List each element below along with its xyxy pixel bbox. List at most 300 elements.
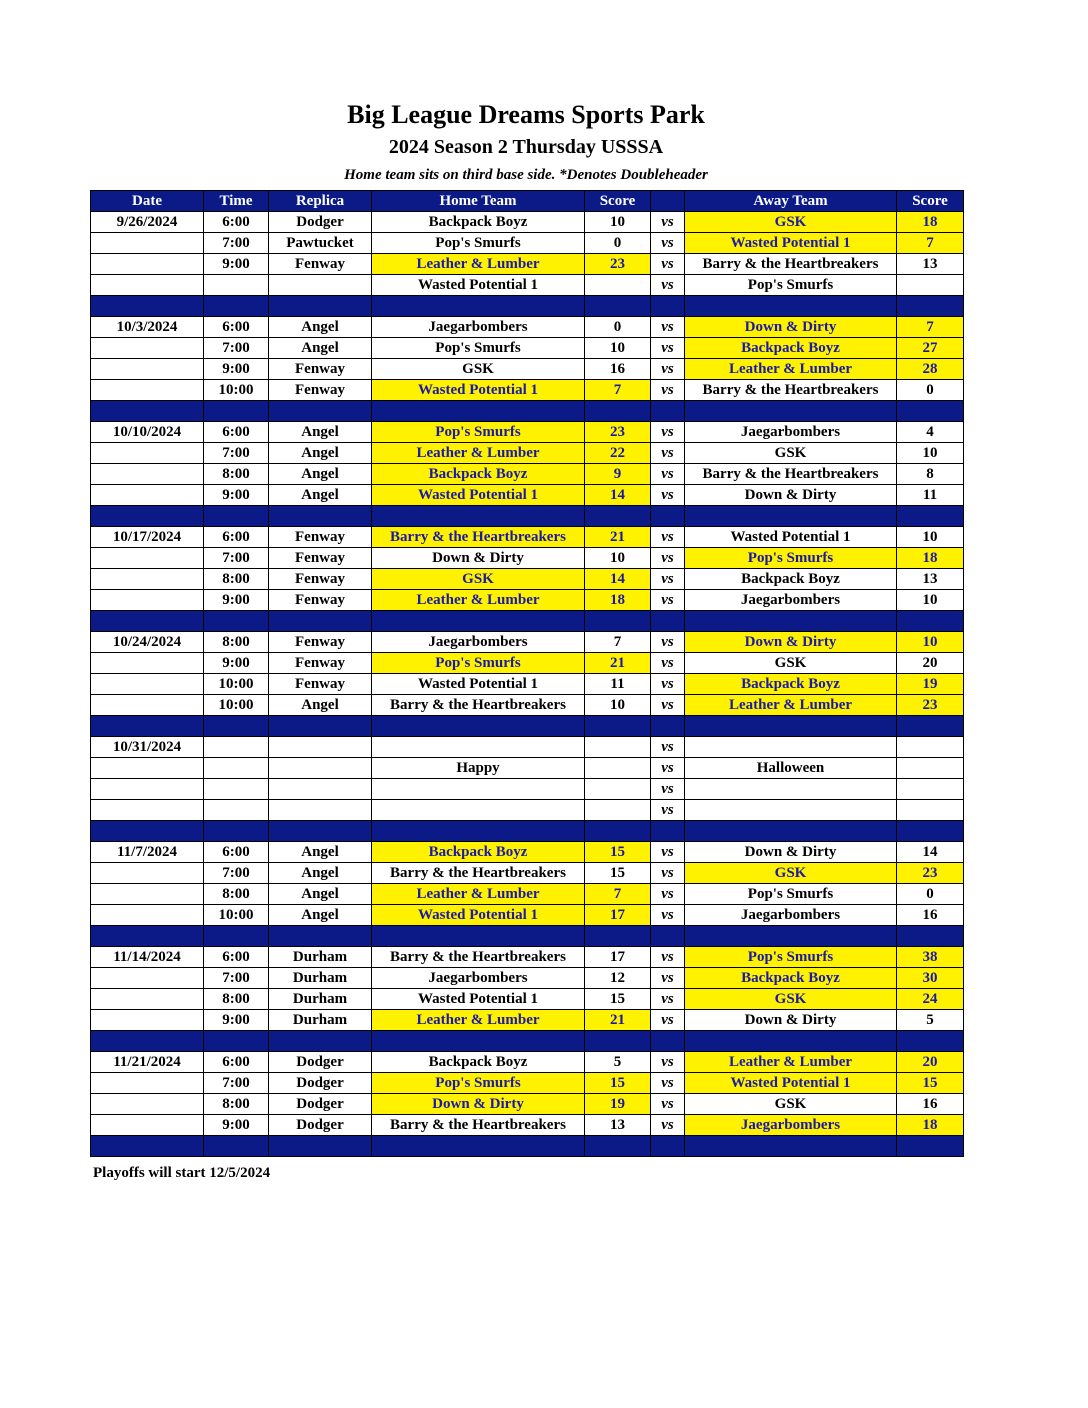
away-team-cell: GSK: [685, 863, 897, 884]
away-score-cell: 10: [897, 632, 964, 653]
time-cell: 8:00: [204, 1094, 269, 1115]
time-cell: 9:00: [204, 1115, 269, 1136]
vs-label: vs: [651, 569, 685, 590]
column-header-home-score: Score: [585, 191, 651, 212]
separator-cell: [585, 1031, 651, 1052]
away-team-cell: Pop's Smurfs: [685, 884, 897, 905]
separator-cell: [897, 1031, 964, 1052]
vs-label: vs: [651, 905, 685, 926]
home-team-cell: Wasted Potential 1: [372, 989, 585, 1010]
separator-cell: [897, 401, 964, 422]
separator-cell: [91, 1031, 204, 1052]
separator-cell: [204, 716, 269, 737]
home-team-cell: Barry & the Heartbreakers: [372, 863, 585, 884]
away-score-cell: 7: [897, 233, 964, 254]
home-team-cell: GSK: [372, 359, 585, 380]
date-cell: 11/7/2024: [91, 842, 204, 863]
game-row: [91, 884, 964, 905]
date-cell: [91, 1094, 204, 1115]
separator-cell: [269, 716, 372, 737]
home-team-cell: Leather & Lumber: [372, 884, 585, 905]
home-score-cell: 16: [585, 359, 651, 380]
home-team-cell: Backpack Boyz: [372, 212, 585, 233]
game-row: [91, 653, 964, 674]
separator-cell: [685, 611, 897, 632]
home-score-cell: 9: [585, 464, 651, 485]
date-cell: [91, 1073, 204, 1094]
date-cell: [91, 359, 204, 380]
date-cell: [91, 233, 204, 254]
home-team-cell: [372, 779, 585, 800]
away-team-cell: GSK: [685, 653, 897, 674]
game-row: [91, 989, 964, 1010]
away-team-cell: [685, 737, 897, 758]
date-cell: 10/24/2024: [91, 632, 204, 653]
home-score-cell: 23: [585, 422, 651, 443]
away-score-cell: 20: [897, 1052, 964, 1073]
replica-cell: Fenway: [269, 590, 372, 611]
game-row: [91, 737, 964, 758]
game-row: [91, 380, 964, 401]
game-row: [91, 1052, 964, 1073]
home-team-cell: Backpack Boyz: [372, 1052, 585, 1073]
vs-label: vs: [651, 464, 685, 485]
separator-cell: [651, 926, 685, 947]
vs-label: vs: [651, 989, 685, 1010]
time-cell: [204, 800, 269, 821]
away-team-cell: Jaegarbombers: [685, 422, 897, 443]
separator-cell: [651, 1031, 685, 1052]
separator-cell: [585, 401, 651, 422]
time-cell: [204, 779, 269, 800]
game-row: [91, 947, 964, 968]
home-score-cell: 21: [585, 1010, 651, 1031]
away-score-cell: 10: [897, 590, 964, 611]
replica-cell: Angel: [269, 842, 372, 863]
vs-label: vs: [651, 485, 685, 506]
date-cell: [91, 548, 204, 569]
separator-cell: [585, 296, 651, 317]
date-cell: [91, 443, 204, 464]
column-header-away-team: Away Team: [685, 191, 897, 212]
week-separator: [91, 1136, 964, 1157]
game-row: [91, 422, 964, 443]
away-score-cell: 13: [897, 569, 964, 590]
home-team-cell: Pop's Smurfs: [372, 653, 585, 674]
vs-label: vs: [651, 884, 685, 905]
away-score-cell: 16: [897, 1094, 964, 1115]
replica-cell: [269, 779, 372, 800]
vs-label: vs: [651, 968, 685, 989]
away-score-cell: 18: [897, 548, 964, 569]
separator-cell: [91, 296, 204, 317]
away-team-cell: Jaegarbombers: [685, 1115, 897, 1136]
separator-cell: [897, 296, 964, 317]
vs-label: vs: [651, 233, 685, 254]
home-score-cell: 21: [585, 653, 651, 674]
home-score-cell: 7: [585, 632, 651, 653]
separator-cell: [269, 401, 372, 422]
header-row: [91, 191, 964, 212]
date-cell: [91, 653, 204, 674]
date-cell: 9/26/2024: [91, 212, 204, 233]
separator-cell: [685, 506, 897, 527]
date-cell: 10/17/2024: [91, 527, 204, 548]
playoffs-note: Playoffs will start 12/5/2024: [93, 1165, 271, 1181]
separator-cell: [372, 1136, 585, 1157]
home-score-cell: 17: [585, 905, 651, 926]
away-score-cell: 0: [897, 884, 964, 905]
away-team-cell: Barry & the Heartbreakers: [685, 380, 897, 401]
home-team-note: Home team sits on third base side. *Denotes Doubleheader: [344, 167, 708, 183]
date-cell: 11/14/2024: [91, 947, 204, 968]
separator-cell: [685, 401, 897, 422]
home-score-cell: [585, 800, 651, 821]
time-cell: 10:00: [204, 380, 269, 401]
vs-label: vs: [651, 695, 685, 716]
home-team-cell: Down & Dirty: [372, 548, 585, 569]
time-cell: 6:00: [204, 527, 269, 548]
separator-cell: [204, 926, 269, 947]
time-cell: 9:00: [204, 254, 269, 275]
time-cell: 7:00: [204, 863, 269, 884]
week-separator: [91, 716, 964, 737]
vs-label: vs: [651, 443, 685, 464]
vs-label: vs: [651, 1010, 685, 1031]
vs-label: vs: [651, 338, 685, 359]
separator-cell: [269, 1136, 372, 1157]
game-row: [91, 338, 964, 359]
away-score-cell: 23: [897, 863, 964, 884]
schedule-table: [90, 190, 964, 1157]
home-score-cell: 23: [585, 254, 651, 275]
away-score-cell: 11: [897, 485, 964, 506]
separator-cell: [897, 716, 964, 737]
separator-cell: [685, 926, 897, 947]
home-score-cell: 13: [585, 1115, 651, 1136]
away-score-cell: 5: [897, 1010, 964, 1031]
replica-cell: Dodger: [269, 1052, 372, 1073]
game-row: [91, 905, 964, 926]
home-score-cell: 22: [585, 443, 651, 464]
away-score-cell: 18: [897, 1115, 964, 1136]
away-team-cell: Down & Dirty: [685, 632, 897, 653]
game-row: [91, 443, 964, 464]
separator-cell: [372, 611, 585, 632]
time-cell: 7:00: [204, 968, 269, 989]
week-separator: [91, 296, 964, 317]
replica-cell: Durham: [269, 968, 372, 989]
separator-cell: [651, 1136, 685, 1157]
column-header-vs: [651, 191, 685, 212]
replica-cell: [269, 758, 372, 779]
game-row: [91, 632, 964, 653]
away-score-cell: 4: [897, 422, 964, 443]
week-separator: [91, 611, 964, 632]
separator-cell: [685, 716, 897, 737]
date-cell: [91, 863, 204, 884]
separator-cell: [91, 506, 204, 527]
week-separator: [91, 401, 964, 422]
away-score-cell: 15: [897, 1073, 964, 1094]
time-cell: 9:00: [204, 485, 269, 506]
home-score-cell: 0: [585, 317, 651, 338]
vs-label: vs: [651, 758, 685, 779]
away-team-cell: Backpack Boyz: [685, 569, 897, 590]
home-score-cell: 5: [585, 1052, 651, 1073]
replica-cell: Angel: [269, 695, 372, 716]
replica-cell: Angel: [269, 422, 372, 443]
vs-label: vs: [651, 779, 685, 800]
separator-cell: [685, 1031, 897, 1052]
away-score-cell: 16: [897, 905, 964, 926]
separator-cell: [897, 506, 964, 527]
replica-cell: Durham: [269, 989, 372, 1010]
separator-cell: [91, 401, 204, 422]
vs-label: vs: [651, 842, 685, 863]
home-score-cell: 0: [585, 233, 651, 254]
time-cell: [204, 275, 269, 296]
vs-label: vs: [651, 317, 685, 338]
home-score-cell: 21: [585, 527, 651, 548]
replica-cell: Fenway: [269, 527, 372, 548]
home-team-cell: Wasted Potential 1: [372, 674, 585, 695]
time-cell: 6:00: [204, 947, 269, 968]
separator-cell: [269, 296, 372, 317]
home-team-cell: Leather & Lumber: [372, 1010, 585, 1031]
away-team-cell: Pop's Smurfs: [685, 275, 897, 296]
game-row: [91, 485, 964, 506]
time-cell: 8:00: [204, 632, 269, 653]
replica-cell: Angel: [269, 485, 372, 506]
column-header-away-score: Score: [897, 191, 964, 212]
page-title: Big League Dreams Sports Park: [347, 100, 705, 129]
away-team-cell: Backpack Boyz: [685, 674, 897, 695]
away-score-cell: 10: [897, 443, 964, 464]
game-row: [91, 464, 964, 485]
away-team-cell: GSK: [685, 1094, 897, 1115]
separator-cell: [372, 821, 585, 842]
time-cell: 9:00: [204, 359, 269, 380]
separator-cell: [651, 611, 685, 632]
separator-cell: [897, 1136, 964, 1157]
separator-cell: [372, 296, 585, 317]
date-cell: [91, 275, 204, 296]
game-row: [91, 800, 964, 821]
away-score-cell: 14: [897, 842, 964, 863]
replica-cell: Fenway: [269, 569, 372, 590]
away-team-cell: Jaegarbombers: [685, 590, 897, 611]
away-team-cell: Jaegarbombers: [685, 905, 897, 926]
away-score-cell: 20: [897, 653, 964, 674]
vs-label: vs: [651, 1073, 685, 1094]
away-score-cell: 8: [897, 464, 964, 485]
separator-cell: [204, 1031, 269, 1052]
time-cell: 8:00: [204, 989, 269, 1010]
home-team-cell: Down & Dirty: [372, 1094, 585, 1115]
time-cell: 7:00: [204, 233, 269, 254]
home-score-cell: 10: [585, 548, 651, 569]
vs-label: vs: [651, 548, 685, 569]
away-score-cell: 0: [897, 380, 964, 401]
game-row: [91, 1010, 964, 1031]
vs-label: vs: [651, 800, 685, 821]
time-cell: 9:00: [204, 1010, 269, 1031]
home-score-cell: 18: [585, 590, 651, 611]
away-team-cell: Leather & Lumber: [685, 695, 897, 716]
away-team-cell: [685, 779, 897, 800]
home-team-cell: Backpack Boyz: [372, 464, 585, 485]
away-team-cell: Down & Dirty: [685, 1010, 897, 1031]
separator-cell: [91, 611, 204, 632]
column-header-replica: Replica: [269, 191, 372, 212]
home-score-cell: 15: [585, 863, 651, 884]
separator-cell: [585, 611, 651, 632]
home-score-cell: 15: [585, 989, 651, 1010]
home-team-cell: Leather & Lumber: [372, 590, 585, 611]
away-team-cell: GSK: [685, 989, 897, 1010]
game-row: [91, 275, 964, 296]
time-cell: 6:00: [204, 317, 269, 338]
home-team-cell: Wasted Potential 1: [372, 485, 585, 506]
game-row: [91, 1094, 964, 1115]
time-cell: 6:00: [204, 1052, 269, 1073]
separator-cell: [585, 926, 651, 947]
home-score-cell: 7: [585, 884, 651, 905]
home-score-cell: 14: [585, 485, 651, 506]
home-team-cell: GSK: [372, 569, 585, 590]
vs-label: vs: [651, 863, 685, 884]
page-subtitle: 2024 Season 2 Thursday USSSA: [388, 136, 664, 158]
away-team-cell: Down & Dirty: [685, 317, 897, 338]
separator-cell: [372, 926, 585, 947]
vs-label: vs: [651, 947, 685, 968]
home-score-cell: 12: [585, 968, 651, 989]
home-team-cell: Wasted Potential 1: [372, 275, 585, 296]
separator-cell: [372, 716, 585, 737]
away-team-cell: Leather & Lumber: [685, 1052, 897, 1073]
game-row: [91, 569, 964, 590]
replica-cell: Fenway: [269, 653, 372, 674]
replica-cell: Fenway: [269, 380, 372, 401]
week-separator: [91, 926, 964, 947]
date-cell: [91, 569, 204, 590]
date-cell: [91, 758, 204, 779]
separator-cell: [897, 821, 964, 842]
date-cell: [91, 674, 204, 695]
game-row: [91, 1115, 964, 1136]
time-cell: [204, 758, 269, 779]
vs-label: vs: [651, 422, 685, 443]
column-header-home-team: Home Team: [372, 191, 585, 212]
date-cell: 10/31/2024: [91, 737, 204, 758]
separator-cell: [269, 611, 372, 632]
home-team-cell: Happy: [372, 758, 585, 779]
separator-cell: [372, 506, 585, 527]
replica-cell: Dodger: [269, 212, 372, 233]
away-score-cell: 18: [897, 212, 964, 233]
separator-cell: [269, 506, 372, 527]
separator-cell: [269, 926, 372, 947]
date-cell: [91, 254, 204, 275]
away-team-cell: Halloween: [685, 758, 897, 779]
date-cell: [91, 968, 204, 989]
game-row: [91, 233, 964, 254]
separator-cell: [204, 506, 269, 527]
home-team-cell: Barry & the Heartbreakers: [372, 527, 585, 548]
home-team-cell: [372, 800, 585, 821]
time-cell: 6:00: [204, 422, 269, 443]
vs-label: vs: [651, 1052, 685, 1073]
replica-cell: Fenway: [269, 632, 372, 653]
separator-cell: [585, 1136, 651, 1157]
date-cell: [91, 590, 204, 611]
replica-cell: [269, 737, 372, 758]
home-team-cell: Barry & the Heartbreakers: [372, 947, 585, 968]
away-team-cell: Wasted Potential 1: [685, 1073, 897, 1094]
replica-cell: Fenway: [269, 359, 372, 380]
home-score-cell: 14: [585, 569, 651, 590]
week-separator: [91, 1031, 964, 1052]
game-row: [91, 758, 964, 779]
separator-cell: [897, 611, 964, 632]
replica-cell: Angel: [269, 338, 372, 359]
week-separator: [91, 506, 964, 527]
away-team-cell: Barry & the Heartbreakers: [685, 464, 897, 485]
separator-cell: [91, 926, 204, 947]
away-team-cell: Down & Dirty: [685, 842, 897, 863]
home-team-cell: Pop's Smurfs: [372, 338, 585, 359]
away-score-cell: 7: [897, 317, 964, 338]
replica-cell: Fenway: [269, 254, 372, 275]
game-row: [91, 317, 964, 338]
away-score-cell: 19: [897, 674, 964, 695]
separator-cell: [897, 926, 964, 947]
separator-cell: [372, 401, 585, 422]
time-cell: 8:00: [204, 464, 269, 485]
away-team-cell: GSK: [685, 443, 897, 464]
separator-cell: [585, 821, 651, 842]
separator-cell: [204, 821, 269, 842]
time-cell: 7:00: [204, 1073, 269, 1094]
separator-cell: [372, 1031, 585, 1052]
away-score-cell: [897, 800, 964, 821]
home-team-cell: Jaegarbombers: [372, 968, 585, 989]
home-team-cell: Leather & Lumber: [372, 254, 585, 275]
separator-cell: [585, 716, 651, 737]
replica-cell: [269, 275, 372, 296]
replica-cell: Angel: [269, 443, 372, 464]
vs-label: vs: [651, 653, 685, 674]
vs-label: vs: [651, 737, 685, 758]
game-row: [91, 359, 964, 380]
home-team-cell: Jaegarbombers: [372, 632, 585, 653]
replica-cell: [269, 800, 372, 821]
game-row: [91, 779, 964, 800]
replica-cell: Dodger: [269, 1094, 372, 1115]
separator-cell: [91, 716, 204, 737]
separator-cell: [91, 821, 204, 842]
separator-cell: [651, 296, 685, 317]
game-row: [91, 863, 964, 884]
home-score-cell: [585, 737, 651, 758]
game-row: [91, 695, 964, 716]
separator-cell: [685, 296, 897, 317]
away-score-cell: 13: [897, 254, 964, 275]
game-row: [91, 1073, 964, 1094]
vs-label: vs: [651, 275, 685, 296]
time-cell: 8:00: [204, 569, 269, 590]
